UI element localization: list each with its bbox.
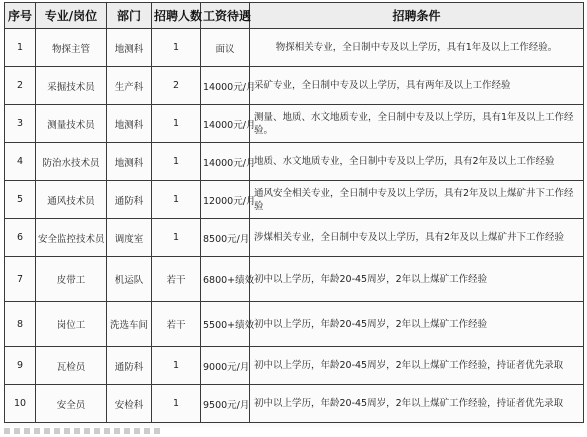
cell-requirements: 通风安全相关专业，全日制中专及以上学历，具有2年及以上煤矿井下工作经验 [250, 181, 584, 219]
cell-requirements: 物探相关专业，全日制中专及以上学历，具有1年及以上工作经验。 [250, 29, 584, 67]
cell-salary: 5500+绩效 [201, 302, 250, 347]
cell-requirements: 初中以上学历，年龄20-45周岁，2年以上煤矿工作经验，持证者优先录取 [250, 347, 584, 385]
cell-serial-number: 4 [5, 143, 36, 181]
header-position: 专业/岗位 [36, 3, 107, 29]
cell-position: 物探主管 [36, 29, 107, 67]
table-row [5, 302, 584, 347]
cell-position: 皮带工 [36, 257, 107, 302]
cell-salary: 9000元/月 [201, 347, 250, 385]
cell-salary: 面议 [201, 29, 250, 67]
table-row [5, 257, 584, 302]
cropped-footer-text [4, 428, 164, 434]
table-row [5, 385, 584, 423]
cell-salary: 14000元/月 [201, 67, 250, 105]
cell-salary: 9500元/月 [201, 385, 250, 423]
cell-headcount: 2 [152, 67, 201, 105]
cell-department: 通防科 [107, 181, 152, 219]
cell-headcount: 若干 [152, 257, 201, 302]
cell-department: 调度室 [107, 219, 152, 257]
table-row [5, 347, 584, 385]
table-header-row [5, 3, 584, 29]
cell-salary: 6800+绩效 [201, 257, 250, 302]
cell-headcount: 1 [152, 105, 201, 143]
cell-salary: 14000元/月 [201, 143, 250, 181]
cell-department: 通防科 [107, 347, 152, 385]
header-department: 部门 [107, 3, 152, 29]
cell-requirements: 测量、地质、水文地质专业，全日制中专及以上学历，具有1年及以上工作经验。 [250, 105, 584, 143]
cell-headcount: 1 [152, 347, 201, 385]
cell-requirements: 初中以上学历，年龄20-45周岁，2年以上煤矿工作经验 [250, 257, 584, 302]
cell-position: 瓦检员 [36, 347, 107, 385]
recruitment-table-container [4, 2, 583, 427]
cell-headcount: 1 [152, 219, 201, 257]
cell-requirements: 地质、水文地质专业，全日制中专及以上学历，具有2年及以上工作经验 [250, 143, 584, 181]
cell-department: 地测科 [107, 143, 152, 181]
cell-serial-number: 7 [5, 257, 36, 302]
cell-requirements: 采矿专业，全日制中专及以上学历，具有两年及以上工作经验 [250, 67, 584, 105]
table-row [5, 143, 584, 181]
cell-headcount: 若干 [152, 302, 201, 347]
header-salary: 工资待遇 [201, 3, 250, 29]
cell-department: 安检科 [107, 385, 152, 423]
cell-department: 地测科 [107, 105, 152, 143]
cell-headcount: 1 [152, 181, 201, 219]
cell-requirements: 初中以上学历，年龄20-45周岁，2年以上煤矿工作经验，持证者优先录取 [250, 385, 584, 423]
cell-position: 安全监控技术员 [36, 219, 107, 257]
cell-requirements: 初中以上学历，年龄20-45周岁，2年以上煤矿工作经验 [250, 302, 584, 347]
cell-headcount: 1 [152, 29, 201, 67]
cell-headcount: 1 [152, 385, 201, 423]
cell-position: 采掘技术员 [36, 67, 107, 105]
recruitment-table [4, 2, 584, 423]
cell-position: 测量技术员 [36, 105, 107, 143]
header-serial-number: 序号 [5, 3, 36, 29]
table-row [5, 181, 584, 219]
table-row [5, 67, 584, 105]
cell-serial-number: 6 [5, 219, 36, 257]
cell-position: 防治水技术员 [36, 143, 107, 181]
cell-position: 岗位工 [36, 302, 107, 347]
table-row [5, 105, 584, 143]
table-row [5, 29, 584, 67]
cell-salary: 12000元/月 [201, 181, 250, 219]
cell-department: 洗选车间 [107, 302, 152, 347]
cell-serial-number: 8 [5, 302, 36, 347]
cell-headcount: 1 [152, 143, 201, 181]
cell-position: 安全员 [36, 385, 107, 423]
cell-serial-number: 2 [5, 67, 36, 105]
header-headcount: 招聘人数 [152, 3, 201, 29]
cell-department: 地测科 [107, 29, 152, 67]
cell-serial-number: 1 [5, 29, 36, 67]
cell-department: 生产科 [107, 67, 152, 105]
cell-serial-number: 10 [5, 385, 36, 423]
cell-position: 通风技术员 [36, 181, 107, 219]
header-requirements: 招聘条件 [250, 3, 584, 29]
cell-serial-number: 5 [5, 181, 36, 219]
cell-salary: 14000元/月 [201, 105, 250, 143]
cell-serial-number: 3 [5, 105, 36, 143]
cell-requirements: 涉煤相关专业，全日制中专及以上学历，具有2年及以上煤矿井下工作经验 [250, 219, 584, 257]
table-row [5, 219, 584, 257]
cell-department: 机运队 [107, 257, 152, 302]
cell-salary: 8500元/月 [201, 219, 250, 257]
cell-serial-number: 9 [5, 347, 36, 385]
